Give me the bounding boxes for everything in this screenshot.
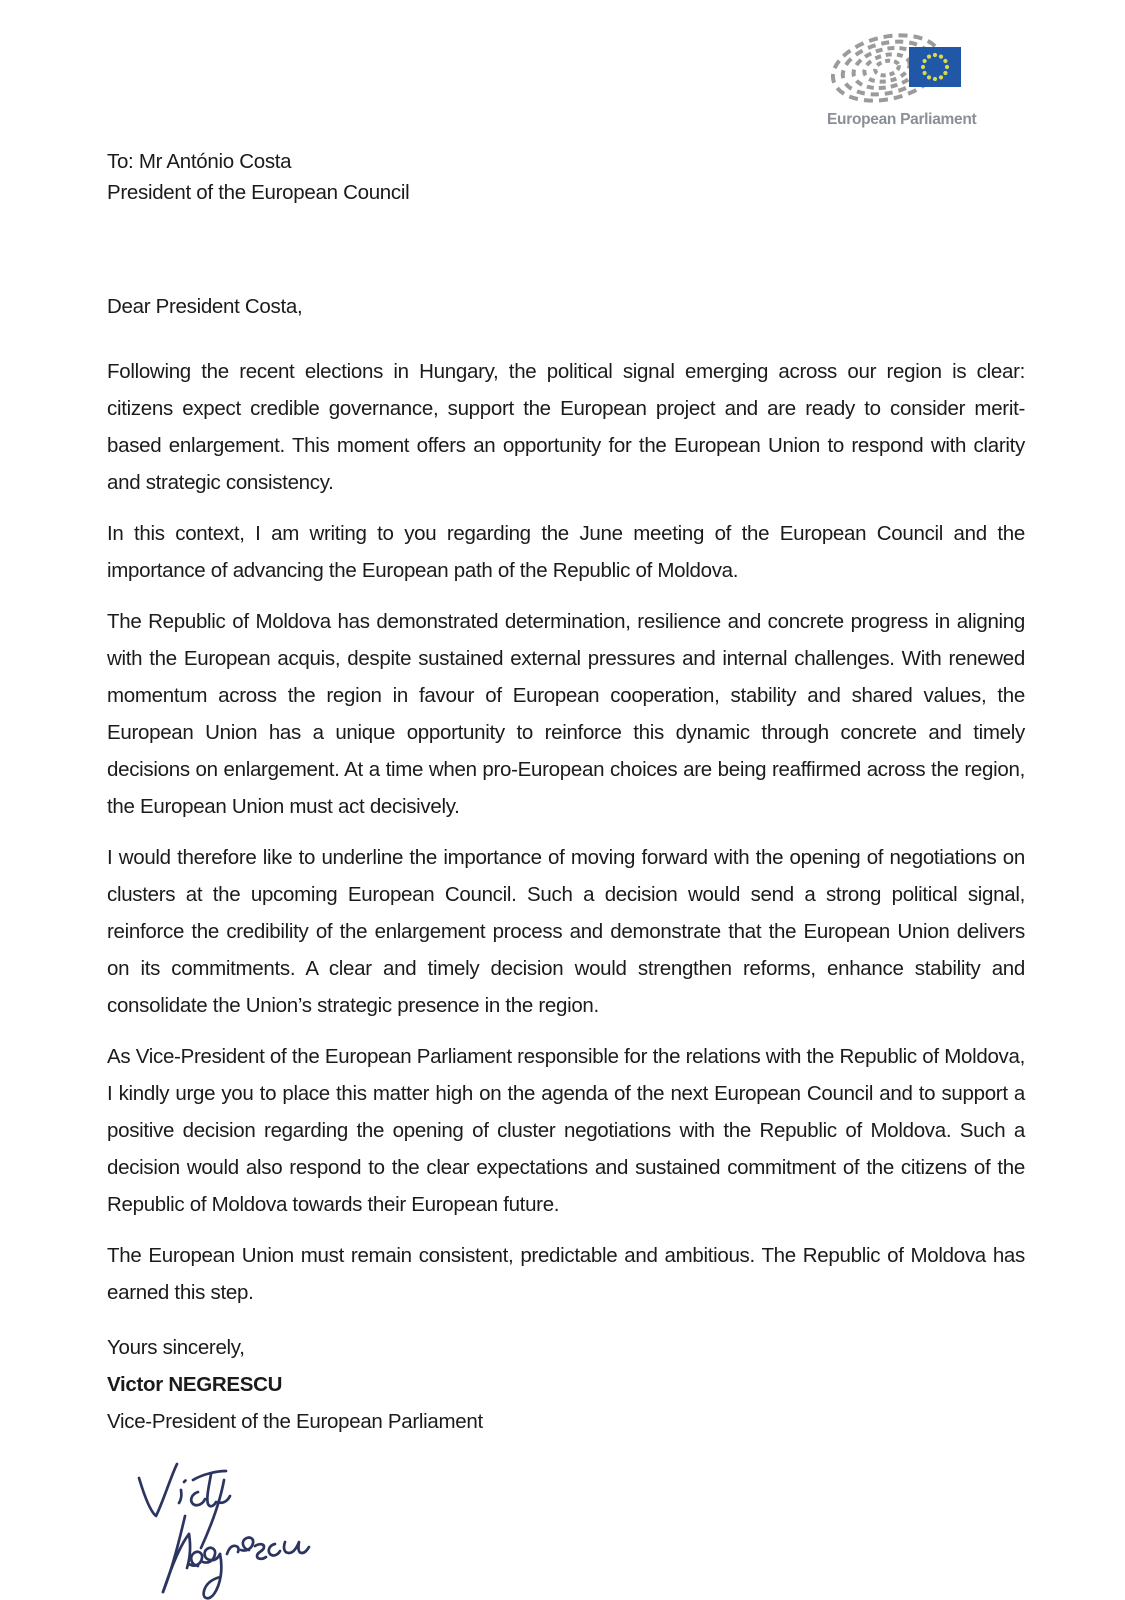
closing-block [107, 1329, 1025, 1440]
signature-ink [123, 1450, 333, 1600]
hemicycle-icon [827, 30, 969, 108]
logo-wordmark: European Parliament [827, 111, 977, 128]
recipient-block [107, 146, 1025, 208]
signatory-title: Vice-President of the European Parliament [107, 1410, 483, 1433]
letter-paragraph-1: Following the recent elections in Hungary, the political signal emerging across our region is clear: citizens expect credible governance, support the European project and are ready to consider merit-based enlargement. This moment offers an opportunity for the European Union to respond with clarity and strategic consistency. [107, 360, 1025, 494]
letter-paragraph-2: In this context, I am writing to you regarding the June meeting of the European Council and the importance of advancing the European path of the Republic of Moldova. [107, 522, 1025, 582]
handwritten-signature [123, 1450, 1025, 1600]
recipient-title: President of the European Council [107, 181, 410, 204]
recipient-name: To: Mr António Costa [107, 150, 292, 173]
letter-paragraph-4: I would therefore like to underline the importance of moving forward with the opening of negotiations on clusters at the upcoming European Council. Such a decision would send a strong political signal, reinforce the credibility of the enlargement process and demonstrate that the European Union delivers on its commitments. A clear and timely decision would strengthen reforms, enhance stability and consolidate the Union’s strategic presence in the region. [107, 846, 1025, 1017]
valediction: Yours sincerely, [107, 1336, 245, 1359]
letter-paragraph-5: As Vice-President of the European Parliament responsible for the relations with the Republic of Moldova, I kindly urge you to place this matter high on the agenda of the next European Council and to support a positive decision regarding the opening of cluster negotiations with the Republic of Moldova. Such a decision would also respond to the clear expectations and sustained commitment of the citizens of the Republic of Moldova towards their European future. [107, 1045, 1025, 1216]
signatory-name: Victor NEGRESCU [107, 1373, 283, 1396]
european-parliament-logo [827, 30, 977, 129]
letter-paragraph-6: The European Union must remain consistent, predictable and ambitious. The Republic of Moldova has earned this step. [107, 1244, 1025, 1304]
salutation: Dear President Costa, [107, 295, 303, 318]
letter-paragraph-3: The Republic of Moldova has demonstrated determination, resilience and concrete progress in aligning with the European acquis, despite sustained external pressures and internal challenges. With renewed momentum across the region in favour of European cooperation, stability and shared values, the European Union has a unique opportunity to reinforce this dynamic through concrete and timely decisions on enlargement. At a time when pro-European choices are being reaffirmed across the region, the European Union must act decisively. [107, 610, 1025, 818]
eu-flag-icon [909, 47, 961, 87]
